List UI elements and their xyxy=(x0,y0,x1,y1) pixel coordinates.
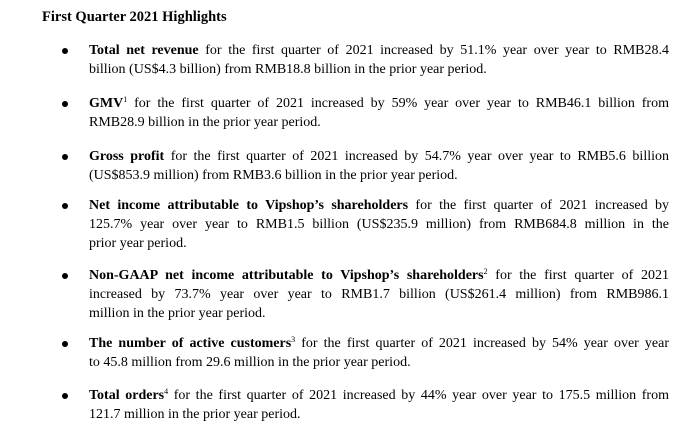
highlight-line: for the first quarter of 2021 increased by 51.1% year over year to RMB28.4 xyxy=(198,43,669,58)
highlight-text xyxy=(89,41,669,79)
footnote-marker: 4 xyxy=(164,387,169,396)
footnote-marker: 1 xyxy=(123,95,128,104)
bullet-dot-icon xyxy=(62,203,68,209)
bullet-dot-icon xyxy=(62,273,68,279)
highlight-line: 121.7 million in the prior year period. xyxy=(89,407,301,422)
highlight-lead: Total orders xyxy=(89,388,165,403)
highlight-lead: Non-GAAP net income attributable to Vipshop’s shareholders xyxy=(89,268,484,283)
bullet-dot-icon xyxy=(62,393,68,399)
bullet-dot-icon xyxy=(62,341,68,347)
highlight-text xyxy=(89,147,669,185)
highlight-line: for the first quarter of 2021 increased by 44% year over year to 175.5 million from xyxy=(168,388,669,403)
highlight-line: 125.7% year over year to RMB1.5 billion (US$235.9 million) from RMB684.8 million in the xyxy=(89,217,669,232)
highlight-line: billion (US$4.3 billion) from RMB18.8 billion in the prior year period. xyxy=(89,62,487,77)
highlight-line: for the first quarter of 2021 increased by 59% year over year to RMB46.1 billion from xyxy=(127,96,669,111)
highlight-lead: Gross profit xyxy=(89,149,165,164)
highlight-line: RMB28.9 billion in the prior year period. xyxy=(89,115,321,130)
highlight-line: million in the prior year period. xyxy=(89,306,266,321)
bullet-dot-icon xyxy=(62,48,68,54)
highlight-text xyxy=(89,386,669,424)
highlight-line: to 45.8 million from 29.6 million in the prior year period. xyxy=(89,355,411,370)
highlight-line: prior year period. xyxy=(89,236,187,251)
highlight-line: increased by 73.7% year over year to RMB1.7 billion (US$261.4 million) from RMB986.1 xyxy=(89,287,669,302)
bullet-dot-icon xyxy=(62,154,68,160)
highlight-lead: The number of active customers xyxy=(89,336,292,351)
section-heading: First Quarter 2021 Highlights xyxy=(42,9,227,25)
highlight-lead: Net income attributable to Vipshop’s shareholders xyxy=(89,198,409,213)
highlight-text xyxy=(89,94,669,132)
highlight-line: for the first quarter of 2021 increased by 54% year over year xyxy=(295,336,669,351)
footnote-marker: 3 xyxy=(291,335,296,344)
highlight-text xyxy=(89,334,669,372)
bullet-dot-icon xyxy=(62,101,68,107)
highlight-line: for the first quarter of 2021 increased by 54.7% year over year to RMB5.6 billion xyxy=(164,149,669,164)
highlight-lead: Total net revenue xyxy=(89,43,199,58)
highlight-line: for the first quarter of 2021 xyxy=(487,268,669,283)
highlight-line: (US$853.9 million) from RMB3.6 billion in the prior year period. xyxy=(89,168,458,183)
highlight-text xyxy=(89,266,669,323)
footnote-marker: 2 xyxy=(483,267,488,276)
highlight-lead: GMV xyxy=(89,96,124,111)
highlight-text xyxy=(89,196,669,253)
highlight-line: for the first quarter of 2021 increased by xyxy=(408,198,669,213)
